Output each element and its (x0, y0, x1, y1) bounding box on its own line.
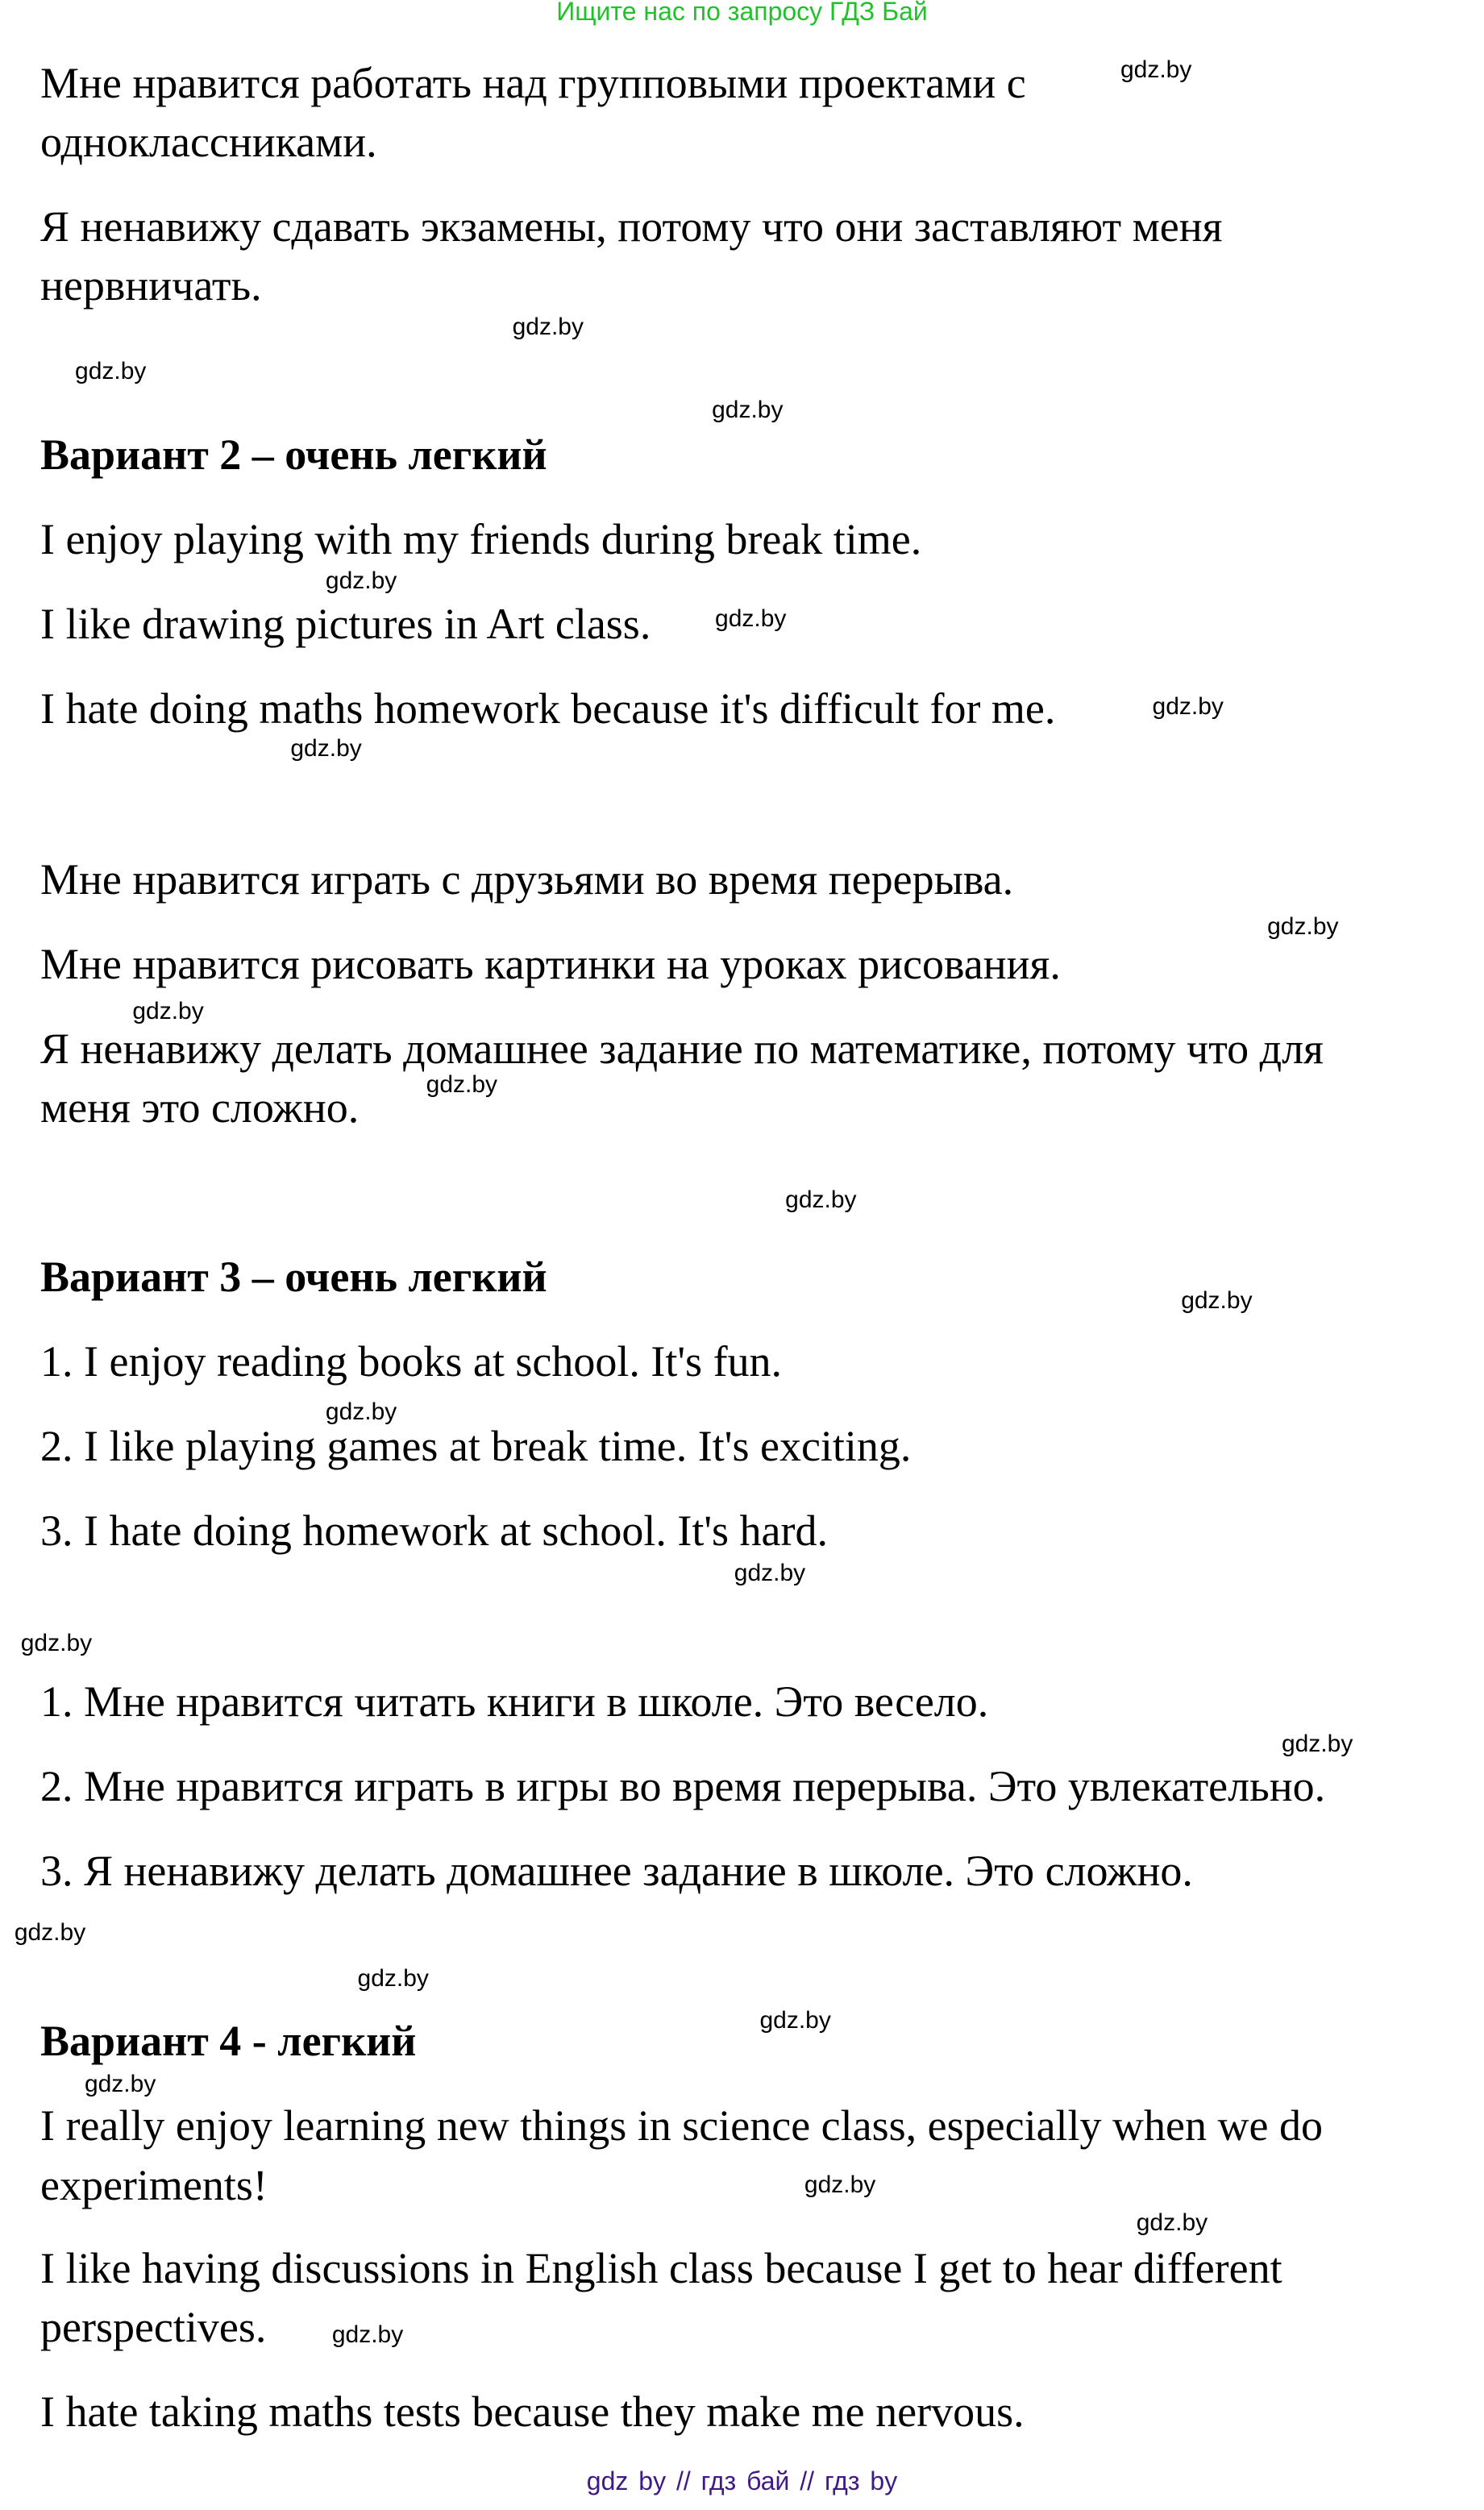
watermark: gdz.by (426, 1071, 498, 1099)
text-line: I really enjoy learning new things in science class, especially when we do (40, 2101, 1323, 2151)
text-line: меня это сложно. (40, 1083, 360, 1132)
text-line: perspectives. (40, 2302, 267, 2351)
text-line: Я ненавижу делать домашнее задание по математике, потому что для (40, 1024, 1324, 1073)
watermark: gdz.by (804, 2171, 876, 2198)
watermark: gdz.by (325, 567, 397, 594)
text-line: 1. I enjoy reading books at school. It's fun. (40, 1336, 783, 1386)
watermark: gdz.by (759, 2006, 831, 2034)
watermark: gdz.by (132, 998, 204, 1025)
watermark: gdz.by (1181, 1286, 1253, 1314)
watermark: gdz.by (1136, 2209, 1208, 2237)
text-line: 2. I like playing games at break time. It's exciting. (40, 1421, 912, 1470)
footer-banner: gdz by // гдз бай // гдз by (586, 2466, 898, 2495)
watermark: gdz.by (290, 734, 362, 762)
text-line: I enjoy playing with my friends during break time. (40, 515, 922, 564)
text-line: Мне нравится играть с друзьями во время перерыва. (40, 854, 1014, 904)
section-heading: Вариант 2 – очень легкий (40, 430, 547, 480)
text-line: I hate taking maths tests because they make me nervous. (40, 2387, 1025, 2436)
text-line: нервничать. (40, 261, 262, 310)
text-line: experiments! (40, 2160, 268, 2209)
watermark: gdz.by (512, 313, 584, 340)
watermark: gdz.by (14, 1918, 86, 1946)
text-line: одноклассниками. (40, 118, 377, 167)
text-line: I hate doing maths homework because it's difficult for me. (40, 684, 1056, 733)
text-line: Я ненавижу сдавать экзамены, потому что они заставляют меня (40, 202, 1223, 251)
text-line: Мне нравится рисовать картинки на уроках рисования. (40, 939, 1061, 988)
text-line: 2. Мне нравится играть в игры во время перерыва. Это увлекательно. (40, 1761, 1326, 1810)
watermark: gdz.by (84, 2070, 156, 2097)
watermark: gdz.by (715, 605, 787, 633)
text-line: 3. Я ненавижу делать домашнее задание в школе. Это сложно. (40, 1846, 1193, 1895)
header-banner: Ищите нас по запросу ГДЗ Бай (556, 0, 928, 26)
watermark: gdz.by (785, 1186, 857, 1213)
watermark: gdz.by (20, 1630, 93, 1657)
text-line: I like drawing pictures in Art class. (40, 600, 651, 649)
watermark: gdz.by (1281, 1731, 1353, 1758)
text-line: I like having discussions in English class because I get to hear different (40, 2243, 1282, 2292)
watermark: gdz.by (734, 1560, 806, 1587)
text-line: 1. Мне нравится читать книги в школе. Это весело. (40, 1677, 989, 1726)
watermark: gdz.by (1120, 56, 1192, 84)
section-heading: Вариант 3 – очень легкий (40, 1253, 547, 1301)
text-line: 3. I hate doing homework at school. It's hard. (40, 1506, 829, 1555)
watermark: gdz.by (1267, 913, 1339, 941)
watermark: gdz.by (712, 396, 784, 423)
watermark: gdz.by (357, 1965, 429, 1993)
watermark: gdz.by (1152, 693, 1224, 721)
watermark: gdz.by (331, 2321, 404, 2348)
section-heading: Вариант 4 - легкий (40, 2017, 417, 2066)
text-line: Мне нравится работать над групповыми проектами с (40, 58, 1026, 107)
watermark: gdz.by (325, 1398, 397, 1426)
watermark: gdz.by (75, 358, 147, 385)
